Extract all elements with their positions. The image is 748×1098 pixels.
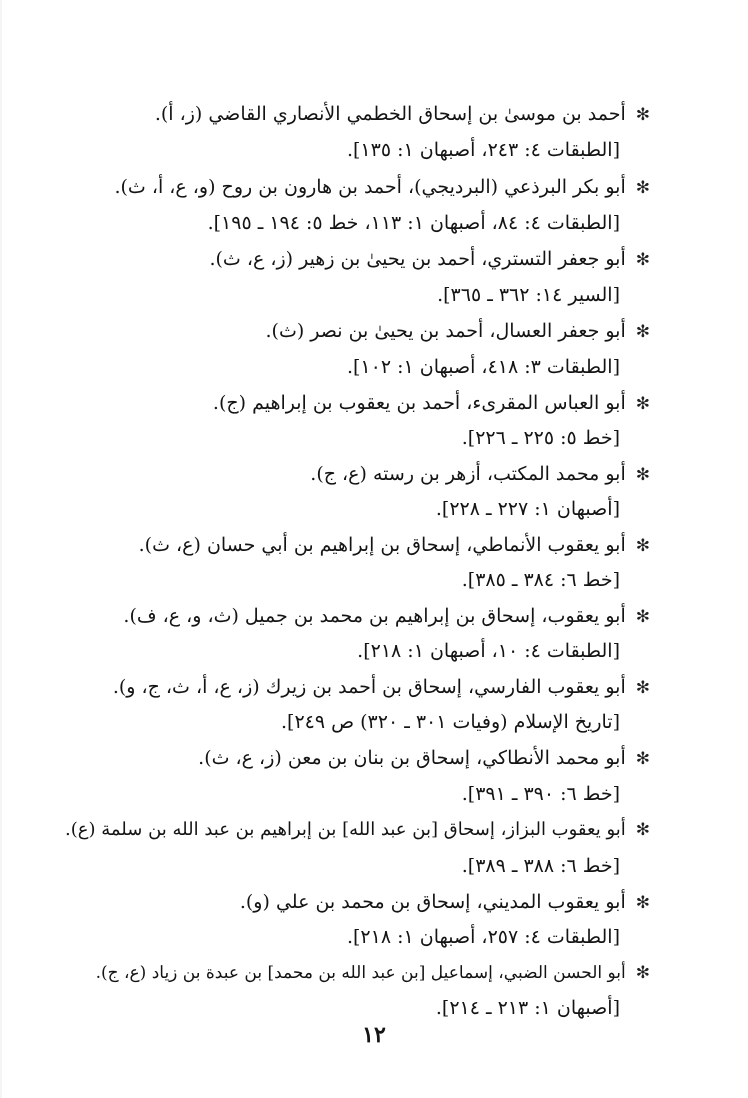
entry-text: أبو العباس المقرىء، أحمد بن يعقوب بن إبراهيم (ج).: [212, 392, 626, 414]
reference-line: [أصبهان ١: ٢١٣ ـ ٢١٤].: [435, 997, 620, 1019]
entry-text: أبو جعفر التستري، أحمد بن يحيىٰ بن زهير (ز، ع، ث).: [209, 248, 626, 270]
entry-text: أبو يعقوب الأنماطي، إسحاق بن إبراهيم بن أبي حسان (ع، ث).: [138, 534, 626, 556]
reference-line: [الطبقات ٤: ٢٤٣، أصبهان ١: ١٣٥].: [346, 139, 620, 161]
reference-line: [أصبهان ١: ٢٢٧ ـ ٢٢٨].: [435, 498, 620, 520]
entry-text: أبو يعقوب، إسحاق بن إبراهيم بن محمد بن جميل (ث، و، ع، ف).: [123, 605, 626, 627]
page-number: ١٢: [362, 1022, 386, 1048]
reference-line: [الطبقات ٣: ٤١٨، أصبهان ١: ١٠٢].: [346, 356, 620, 378]
asterisk-icon: ✻: [635, 394, 650, 414]
entry-line: [266, 318, 650, 344]
entry-line: [123, 603, 650, 629]
entry-text: أبو بكر البرذعي (البرديجي)، أحمد بن هارون بن روح (و، ع، أ، ث).: [114, 176, 626, 198]
asterisk-icon: ✻: [635, 820, 650, 840]
asterisk-icon: ✻: [635, 250, 650, 270]
entry-line: [209, 246, 650, 272]
entry-text: أبو يعقوب الفارسي، إسحاق بن أحمد بن زيرك (ز، ع، أ، ث، ج، و).: [112, 676, 626, 698]
entry-line: [240, 889, 650, 915]
reference-line: [تاريخ الإسلام (وفيات ٣٠١ ـ ٣٢٠) ص ٢٤٩].: [280, 711, 620, 733]
entry-line: [213, 390, 650, 416]
reference-line: [خط ٦: ٣٨٤ ـ ٣٨٥].: [461, 569, 620, 591]
entry-text: أبو محمد المكتب، أزهر بن رسته (ع، ج).: [310, 463, 626, 485]
asterisk-icon: ✻: [635, 893, 650, 913]
asterisk-icon: ✻: [635, 963, 650, 983]
reference-line: [الطبقات ٤: ٨٤، أصبهان ١: ١١٣، خط ٥: ١٩٤ ـ ١٩٥].: [207, 212, 620, 234]
asterisk-icon: ✻: [635, 536, 650, 556]
reference-line: [الطبقات ٤: ٢٥٧، أصبهان ١: ٢١٨].: [346, 926, 620, 948]
asterisk-icon: ✻: [635, 749, 650, 769]
asterisk-icon: ✻: [635, 607, 650, 627]
entry-line: [139, 532, 650, 558]
entry-line: [113, 674, 650, 700]
reference-line: [خط ٥: ٢٢٥ ـ ٢٢٦].: [461, 427, 620, 449]
reference-line: [السير ١٤: ٣٦٢ ـ ٣٦٥].: [437, 284, 620, 306]
reference-line: [خط ٦: ٣٨٨ ـ ٣٨٩].: [461, 855, 620, 877]
entry-text: أبو يعقوب المديني، إسحاق بن محمد بن علي (و).: [239, 891, 626, 913]
entry-text: أحمد بن موسىٰ بن إسحاق الخطمي الأنصاري القاضي (ز، أ).: [154, 103, 626, 125]
reference-line: [الطبقات ٤: ١٠، أصبهان ١: ٢١٨].: [357, 640, 620, 662]
asterisk-icon: ✻: [635, 465, 650, 485]
entry-text: أبو جعفر العسال، أحمد بن يحيىٰ بن نصر (ث).: [265, 320, 626, 342]
asterisk-icon: ✻: [635, 105, 650, 125]
entry-line: [114, 174, 650, 200]
entry-text: أبو محمد الأنطاكي، إسحاق بن بنان بن معن (ز، ع، ث).: [198, 747, 626, 769]
entry-line: [65, 817, 650, 843]
entry-line: [96, 960, 650, 986]
asterisk-icon: ✻: [635, 678, 650, 698]
asterisk-icon: ✻: [635, 178, 650, 198]
entry-text: أبو يعقوب البزاز، إسحاق [بن عبد الله] بن إبراهيم بن عبد الله بن سلمة (ع).: [65, 819, 626, 840]
entry-line: [155, 101, 650, 127]
asterisk-icon: ✻: [635, 322, 650, 342]
entry-line: [198, 745, 650, 771]
reference-line: [خط ٦: ٣٩٠ ـ ٣٩١].: [461, 783, 620, 805]
page-edge-shadow: [0, 0, 2, 1098]
entry-line: [310, 461, 650, 487]
entry-text: أبو الحسن الضبي، إسماعيل [بن عبد الله بن محمد] بن عبدة بن زياد (ع، ج).: [95, 963, 626, 983]
